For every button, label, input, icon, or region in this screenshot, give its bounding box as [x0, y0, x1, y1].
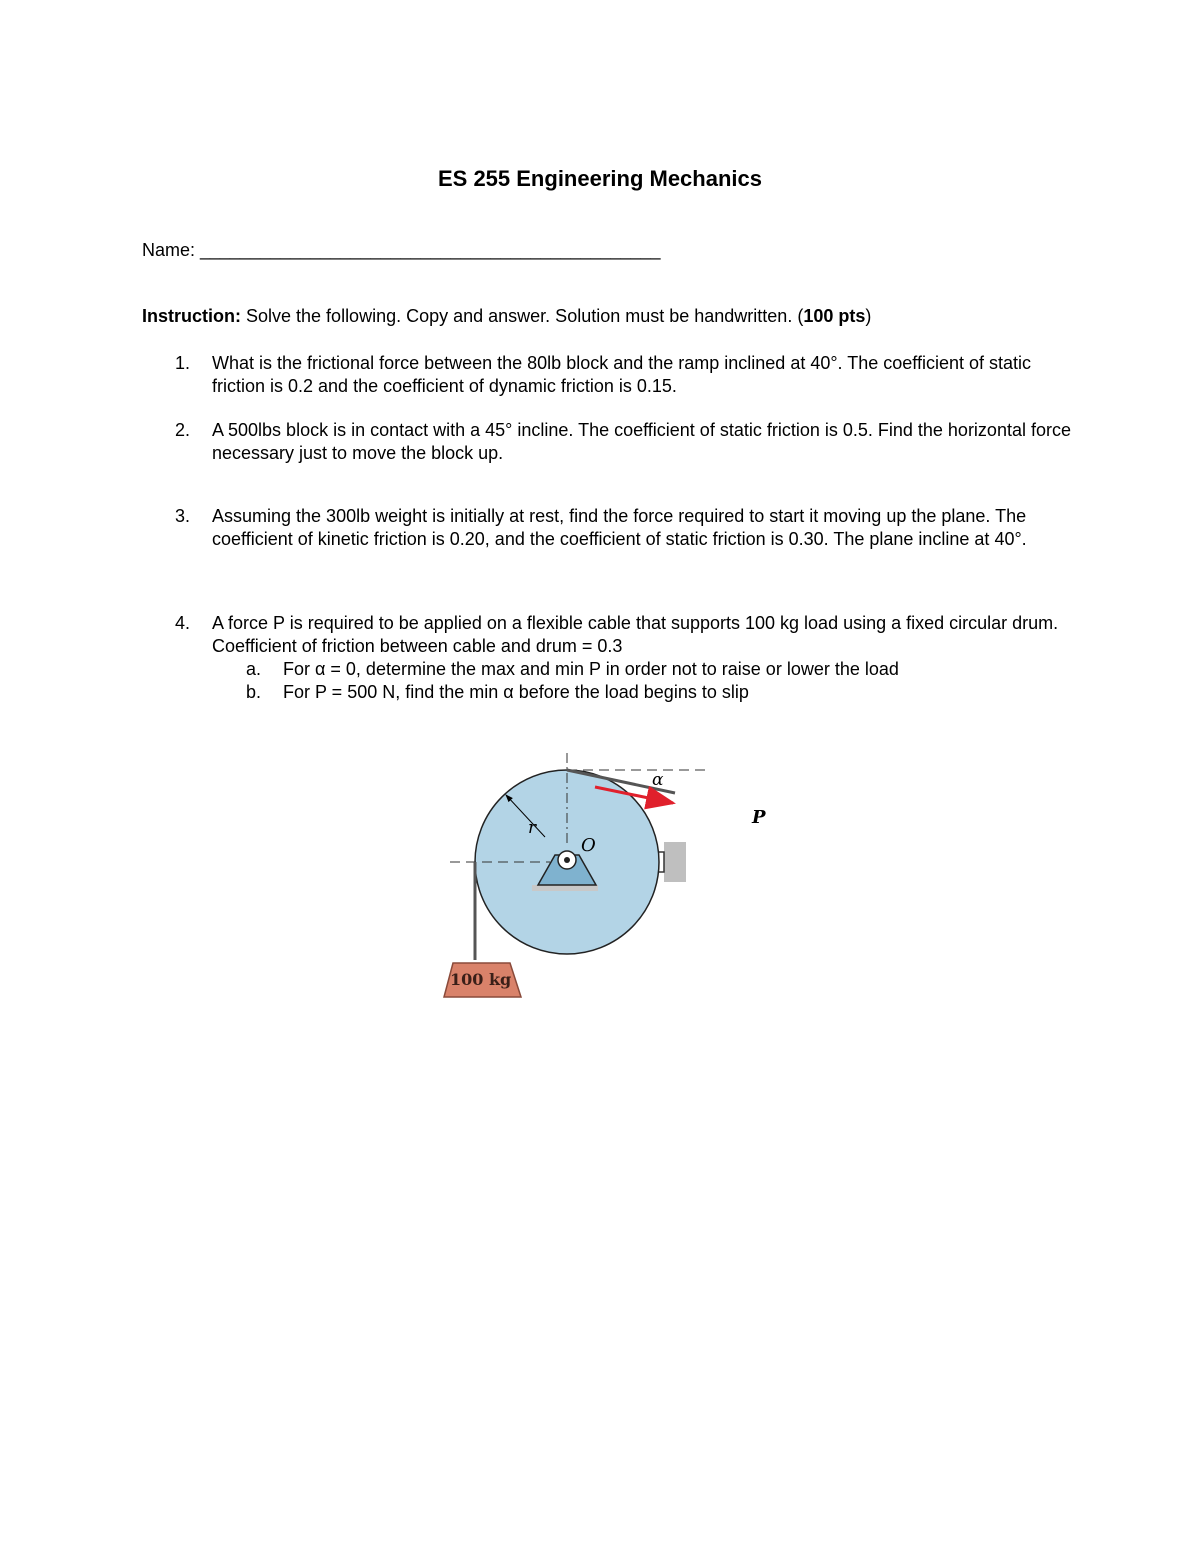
drum-figure	[420, 745, 766, 1005]
question-2	[175, 419, 1075, 465]
question-3	[175, 505, 1075, 551]
label-p: P	[752, 807, 766, 828]
part-label: b.	[246, 682, 262, 702]
instruction-line	[142, 306, 871, 327]
instruction-close: )	[865, 306, 872, 326]
question-text: What is the frictional force between the 80lb block and the ramp inclined at 40°. The coefficient of static friction is 0.2 and the coefficient of dynamic friction is 0.15.	[212, 353, 1031, 396]
question-number: 1.	[175, 353, 191, 373]
question-1	[175, 352, 1075, 398]
question-4	[175, 612, 1075, 658]
part-text: For α = 0, determine the max and min P in order not to raise or lower the load	[283, 659, 899, 679]
part-text: For P = 500 N, find the min α before the load begins to slip	[283, 682, 749, 702]
instruction-label: Instruction:	[142, 306, 241, 326]
instruction-points: 100 pts	[803, 306, 866, 326]
pin-inner	[564, 857, 570, 863]
label-r: r	[528, 818, 537, 838]
label-o: O	[581, 835, 596, 856]
question-number: 3.	[175, 506, 191, 526]
question-4-part-a	[246, 658, 899, 681]
page-title: ES 255 Engineering Mechanics	[437, 166, 762, 191]
question-text: A force P is required to be applied on a flexible cable that supports 100 kg load using a fixed circular drum. Coefficient of friction between cable and drum = 0.3	[212, 613, 1059, 656]
question-text: A 500lbs block is in contact with a 45° incline. The coefficient of static friction is 0.5. Find the horizontal force necessary just to move the block up.	[212, 420, 1071, 463]
instruction-text: Solve the following. Copy and answer. Solution must be handwritten. (	[241, 306, 804, 326]
support-base	[532, 885, 598, 891]
name-field: Name: ______________________________________________	[142, 240, 661, 260]
question-number: 4.	[175, 613, 191, 633]
question-text: Assuming the 300lb weight is initially at rest, find the force required to start it moving up the plane. The coefficient of kinetic friction is 0.20, and the coefficient of static friction is 0.30. The plane incline at 40°.	[212, 506, 1027, 549]
load-label: 100 kg	[450, 970, 512, 989]
label-alpha: α	[652, 770, 664, 790]
part-label: a.	[246, 659, 262, 679]
wall-support	[664, 842, 686, 882]
question-number: 2.	[175, 420, 191, 440]
question-4-part-b	[246, 681, 749, 704]
